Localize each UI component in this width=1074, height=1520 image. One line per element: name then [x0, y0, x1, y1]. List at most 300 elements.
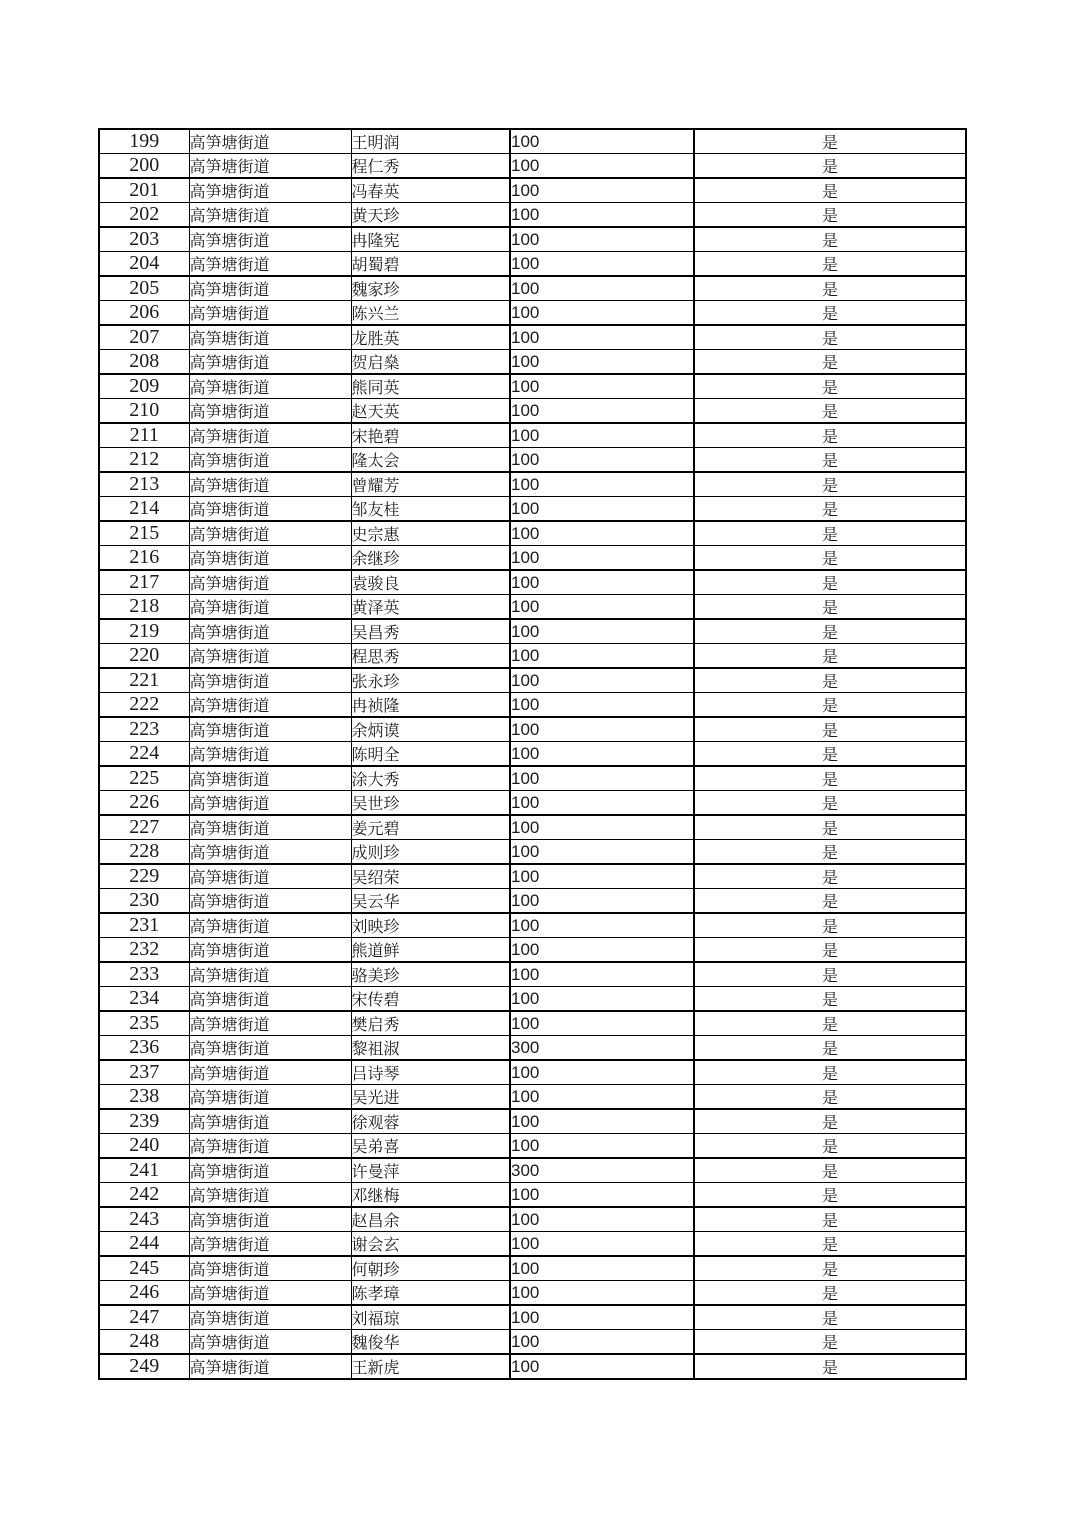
table-row	[99, 1354, 966, 1379]
cell-amount: 100	[510, 448, 694, 473]
cell-name: 陈明全	[351, 742, 510, 767]
cell-district: 高笋塘街道	[189, 1158, 351, 1183]
cell-district: 高笋塘街道	[189, 546, 351, 571]
table-row	[99, 399, 966, 424]
cell-flag: 是	[694, 374, 966, 399]
table-row	[99, 938, 966, 963]
cell-name: 张永珍	[351, 668, 510, 693]
cell-amount: 100	[510, 889, 694, 914]
cell-amount: 100	[510, 668, 694, 693]
cell-flag: 是	[694, 595, 966, 620]
cell-district: 高笋塘街道	[189, 1305, 351, 1330]
cell-amount: 100	[510, 987, 694, 1012]
records-table	[98, 128, 967, 1380]
cell-row-number: 223	[99, 717, 189, 742]
cell-amount: 100	[510, 815, 694, 840]
cell-name: 龙胜英	[351, 325, 510, 350]
cell-district: 高笋塘街道	[189, 644, 351, 669]
cell-flag: 是	[694, 913, 966, 938]
table-row	[99, 252, 966, 277]
cell-name: 胡蜀碧	[351, 252, 510, 277]
cell-row-number: 203	[99, 227, 189, 252]
cell-flag: 是	[694, 521, 966, 546]
cell-amount: 100	[510, 154, 694, 179]
cell-name: 冉祯隆	[351, 693, 510, 718]
cell-row-number: 213	[99, 472, 189, 497]
cell-name: 刘福琼	[351, 1305, 510, 1330]
cell-row-number: 246	[99, 1281, 189, 1306]
table-row	[99, 129, 966, 154]
cell-district: 高笋塘街道	[189, 374, 351, 399]
cell-name: 陈孝璋	[351, 1281, 510, 1306]
table-row	[99, 913, 966, 938]
cell-district: 高笋塘街道	[189, 227, 351, 252]
cell-name: 魏家珍	[351, 276, 510, 301]
cell-amount: 100	[510, 962, 694, 987]
cell-name: 黄天珍	[351, 203, 510, 228]
cell-row-number: 200	[99, 154, 189, 179]
cell-amount: 100	[510, 325, 694, 350]
cell-amount: 100	[510, 1256, 694, 1281]
cell-name: 陈兴兰	[351, 301, 510, 326]
cell-flag: 是	[694, 717, 966, 742]
cell-amount: 100	[510, 1207, 694, 1232]
table-row	[99, 840, 966, 865]
cell-district: 高笋塘街道	[189, 987, 351, 1012]
cell-district: 高笋塘街道	[189, 1281, 351, 1306]
table-row	[99, 693, 966, 718]
table-row	[99, 987, 966, 1012]
cell-amount: 100	[510, 276, 694, 301]
cell-district: 高笋塘街道	[189, 717, 351, 742]
cell-amount: 100	[510, 1085, 694, 1110]
cell-flag: 是	[694, 448, 966, 473]
cell-name: 姜元碧	[351, 815, 510, 840]
table-row	[99, 570, 966, 595]
cell-name: 刘映珍	[351, 913, 510, 938]
cell-flag: 是	[694, 252, 966, 277]
cell-flag: 是	[694, 325, 966, 350]
cell-district: 高笋塘街道	[189, 938, 351, 963]
cell-district: 高笋塘街道	[189, 766, 351, 791]
cell-row-number: 224	[99, 742, 189, 767]
table-row	[99, 546, 966, 571]
cell-flag: 是	[694, 1158, 966, 1183]
cell-district: 高笋塘街道	[189, 154, 351, 179]
cell-flag: 是	[694, 962, 966, 987]
table-row	[99, 1305, 966, 1330]
cell-district: 高笋塘街道	[189, 1011, 351, 1036]
cell-flag: 是	[694, 1330, 966, 1355]
cell-flag: 是	[694, 840, 966, 865]
table-row	[99, 203, 966, 228]
table-row	[99, 1085, 966, 1110]
cell-flag: 是	[694, 399, 966, 424]
cell-amount: 100	[510, 938, 694, 963]
table-row	[99, 717, 966, 742]
cell-district: 高笋塘街道	[189, 1134, 351, 1159]
cell-row-number: 227	[99, 815, 189, 840]
cell-name: 史宗惠	[351, 521, 510, 546]
cell-amount: 100	[510, 913, 694, 938]
table-row	[99, 1134, 966, 1159]
cell-flag: 是	[694, 938, 966, 963]
cell-district: 高笋塘街道	[189, 178, 351, 203]
table-row	[99, 227, 966, 252]
cell-district: 高笋塘街道	[189, 889, 351, 914]
cell-flag: 是	[694, 472, 966, 497]
cell-row-number: 211	[99, 423, 189, 448]
cell-amount: 100	[510, 1183, 694, 1208]
cell-district: 高笋塘街道	[189, 1109, 351, 1134]
cell-amount: 100	[510, 1330, 694, 1355]
cell-row-number: 208	[99, 350, 189, 375]
cell-amount: 100	[510, 693, 694, 718]
cell-row-number: 219	[99, 619, 189, 644]
cell-amount: 100	[510, 766, 694, 791]
cell-amount: 100	[510, 1060, 694, 1085]
cell-district: 高笋塘街道	[189, 448, 351, 473]
cell-amount: 100	[510, 203, 694, 228]
cell-amount: 100	[510, 717, 694, 742]
cell-flag: 是	[694, 1085, 966, 1110]
cell-amount: 100	[510, 399, 694, 424]
cell-name: 赵天英	[351, 399, 510, 424]
table-row	[99, 1232, 966, 1257]
cell-flag: 是	[694, 1232, 966, 1257]
cell-name: 袁骏良	[351, 570, 510, 595]
table-row	[99, 472, 966, 497]
cell-flag: 是	[694, 350, 966, 375]
cell-row-number: 231	[99, 913, 189, 938]
table-row	[99, 644, 966, 669]
cell-flag: 是	[694, 987, 966, 1012]
table-row	[99, 276, 966, 301]
cell-name: 许曼萍	[351, 1158, 510, 1183]
cell-name: 吴光进	[351, 1085, 510, 1110]
table-row	[99, 668, 966, 693]
cell-name: 黎祖淑	[351, 1036, 510, 1061]
cell-district: 高笋塘街道	[189, 1085, 351, 1110]
cell-district: 高笋塘街道	[189, 350, 351, 375]
cell-amount: 300	[510, 1036, 694, 1061]
cell-name: 赵昌余	[351, 1207, 510, 1232]
cell-row-number: 249	[99, 1354, 189, 1379]
cell-row-number: 225	[99, 766, 189, 791]
table-row	[99, 374, 966, 399]
cell-district: 高笋塘街道	[189, 864, 351, 889]
cell-district: 高笋塘街道	[189, 472, 351, 497]
cell-row-number: 247	[99, 1305, 189, 1330]
cell-district: 高笋塘街道	[189, 913, 351, 938]
cell-name: 余炳谟	[351, 717, 510, 742]
cell-flag: 是	[694, 1109, 966, 1134]
cell-row-number: 248	[99, 1330, 189, 1355]
cell-row-number: 202	[99, 203, 189, 228]
cell-name: 邹友桂	[351, 497, 510, 522]
table-row	[99, 962, 966, 987]
cell-district: 高笋塘街道	[189, 1207, 351, 1232]
cell-name: 樊启秀	[351, 1011, 510, 1036]
cell-name: 余继珍	[351, 546, 510, 571]
cell-name: 贺启燊	[351, 350, 510, 375]
cell-amount: 100	[510, 840, 694, 865]
cell-row-number: 244	[99, 1232, 189, 1257]
cell-district: 高笋塘街道	[189, 570, 351, 595]
cell-name: 吴世珍	[351, 791, 510, 816]
cell-row-number: 210	[99, 399, 189, 424]
cell-flag: 是	[694, 644, 966, 669]
cell-district: 高笋塘街道	[189, 301, 351, 326]
cell-district: 高笋塘街道	[189, 129, 351, 154]
table-row	[99, 521, 966, 546]
cell-amount: 100	[510, 546, 694, 571]
cell-amount: 100	[510, 1305, 694, 1330]
cell-name: 曾耀芳	[351, 472, 510, 497]
cell-row-number: 212	[99, 448, 189, 473]
cell-name: 吴云华	[351, 889, 510, 914]
cell-row-number: 216	[99, 546, 189, 571]
cell-flag: 是	[694, 1281, 966, 1306]
cell-row-number: 233	[99, 962, 189, 987]
cell-amount: 100	[510, 178, 694, 203]
cell-flag: 是	[694, 129, 966, 154]
cell-name: 成则珍	[351, 840, 510, 865]
cell-flag: 是	[694, 1305, 966, 1330]
cell-flag: 是	[694, 497, 966, 522]
cell-district: 高笋塘街道	[189, 1036, 351, 1061]
cell-row-number: 236	[99, 1036, 189, 1061]
cell-district: 高笋塘街道	[189, 203, 351, 228]
cell-district: 高笋塘街道	[189, 423, 351, 448]
cell-district: 高笋塘街道	[189, 693, 351, 718]
cell-name: 隆太会	[351, 448, 510, 473]
cell-amount: 100	[510, 374, 694, 399]
cell-amount: 100	[510, 1134, 694, 1159]
cell-name: 吴弟喜	[351, 1134, 510, 1159]
cell-name: 程思秀	[351, 644, 510, 669]
table-row	[99, 595, 966, 620]
cell-amount: 100	[510, 1011, 694, 1036]
cell-amount: 100	[510, 619, 694, 644]
table-row	[99, 301, 966, 326]
cell-name: 黄泽英	[351, 595, 510, 620]
table-row	[99, 1060, 966, 1085]
cell-name: 吴绍荣	[351, 864, 510, 889]
cell-amount: 100	[510, 644, 694, 669]
cell-district: 高笋塘街道	[189, 252, 351, 277]
cell-district: 高笋塘街道	[189, 742, 351, 767]
table-row	[99, 742, 966, 767]
cell-row-number: 222	[99, 693, 189, 718]
cell-row-number: 245	[99, 1256, 189, 1281]
cell-district: 高笋塘街道	[189, 595, 351, 620]
cell-name: 熊同英	[351, 374, 510, 399]
table-row	[99, 1281, 966, 1306]
cell-row-number: 229	[99, 864, 189, 889]
cell-name: 谢会玄	[351, 1232, 510, 1257]
cell-name: 冯春英	[351, 178, 510, 203]
cell-district: 高笋塘街道	[189, 325, 351, 350]
cell-district: 高笋塘街道	[189, 1232, 351, 1257]
table-row	[99, 1011, 966, 1036]
cell-row-number: 204	[99, 252, 189, 277]
cell-amount: 100	[510, 129, 694, 154]
cell-flag: 是	[694, 301, 966, 326]
table-row	[99, 766, 966, 791]
cell-amount: 100	[510, 595, 694, 620]
cell-amount: 300	[510, 1158, 694, 1183]
cell-name: 冉隆宪	[351, 227, 510, 252]
cell-amount: 100	[510, 497, 694, 522]
table-row	[99, 815, 966, 840]
cell-name: 涂大秀	[351, 766, 510, 791]
table-row	[99, 1109, 966, 1134]
cell-row-number: 228	[99, 840, 189, 865]
cell-row-number: 218	[99, 595, 189, 620]
cell-flag: 是	[694, 1183, 966, 1208]
cell-name: 骆美珍	[351, 962, 510, 987]
cell-name: 王新虎	[351, 1354, 510, 1379]
cell-name: 宋传碧	[351, 987, 510, 1012]
cell-amount: 100	[510, 1109, 694, 1134]
cell-district: 高笋塘街道	[189, 815, 351, 840]
cell-district: 高笋塘街道	[189, 521, 351, 546]
cell-name: 魏俊华	[351, 1330, 510, 1355]
cell-name: 程仁秀	[351, 154, 510, 179]
cell-flag: 是	[694, 619, 966, 644]
cell-flag: 是	[694, 1060, 966, 1085]
cell-amount: 100	[510, 252, 694, 277]
cell-flag: 是	[694, 693, 966, 718]
table-row	[99, 178, 966, 203]
cell-name: 熊道鲜	[351, 938, 510, 963]
cell-amount: 100	[510, 864, 694, 889]
cell-row-number: 205	[99, 276, 189, 301]
cell-district: 高笋塘街道	[189, 497, 351, 522]
cell-amount: 100	[510, 791, 694, 816]
cell-row-number: 217	[99, 570, 189, 595]
cell-flag: 是	[694, 1011, 966, 1036]
cell-row-number: 221	[99, 668, 189, 693]
cell-flag: 是	[694, 668, 966, 693]
cell-row-number: 226	[99, 791, 189, 816]
cell-row-number: 232	[99, 938, 189, 963]
cell-row-number: 237	[99, 1060, 189, 1085]
cell-name: 吴昌秀	[351, 619, 510, 644]
cell-amount: 100	[510, 472, 694, 497]
cell-row-number: 235	[99, 1011, 189, 1036]
cell-flag: 是	[694, 570, 966, 595]
table-row	[99, 497, 966, 522]
cell-amount: 100	[510, 1281, 694, 1306]
cell-flag: 是	[694, 1036, 966, 1061]
table-row	[99, 864, 966, 889]
cell-flag: 是	[694, 178, 966, 203]
table-row	[99, 448, 966, 473]
cell-district: 高笋塘街道	[189, 619, 351, 644]
cell-flag: 是	[694, 742, 966, 767]
cell-row-number: 242	[99, 1183, 189, 1208]
cell-row-number: 214	[99, 497, 189, 522]
cell-flag: 是	[694, 227, 966, 252]
cell-flag: 是	[694, 154, 966, 179]
cell-amount: 100	[510, 521, 694, 546]
cell-amount: 100	[510, 227, 694, 252]
cell-row-number: 234	[99, 987, 189, 1012]
table-row	[99, 1330, 966, 1355]
cell-amount: 100	[510, 1354, 694, 1379]
cell-district: 高笋塘街道	[189, 840, 351, 865]
cell-flag: 是	[694, 1256, 966, 1281]
cell-name: 徐观蓉	[351, 1109, 510, 1134]
cell-district: 高笋塘街道	[189, 1183, 351, 1208]
cell-district: 高笋塘街道	[189, 962, 351, 987]
cell-row-number: 201	[99, 178, 189, 203]
cell-flag: 是	[694, 864, 966, 889]
cell-district: 高笋塘街道	[189, 1330, 351, 1355]
cell-row-number: 238	[99, 1085, 189, 1110]
cell-row-number: 199	[99, 129, 189, 154]
table-row	[99, 325, 966, 350]
cell-row-number: 206	[99, 301, 189, 326]
cell-row-number: 220	[99, 644, 189, 669]
table-row	[99, 1036, 966, 1061]
cell-district: 高笋塘街道	[189, 1256, 351, 1281]
cell-row-number: 243	[99, 1207, 189, 1232]
table-row	[99, 791, 966, 816]
cell-row-number: 207	[99, 325, 189, 350]
cell-district: 高笋塘街道	[189, 276, 351, 301]
table-row	[99, 350, 966, 375]
cell-row-number: 209	[99, 374, 189, 399]
cell-row-number: 230	[99, 889, 189, 914]
table-row	[99, 889, 966, 914]
cell-flag: 是	[694, 815, 966, 840]
table-row	[99, 1183, 966, 1208]
cell-flag: 是	[694, 766, 966, 791]
cell-amount: 100	[510, 742, 694, 767]
cell-row-number: 215	[99, 521, 189, 546]
cell-amount: 100	[510, 1232, 694, 1257]
cell-amount: 100	[510, 350, 694, 375]
table-row	[99, 154, 966, 179]
cell-name: 邓继梅	[351, 1183, 510, 1208]
cell-district: 高笋塘街道	[189, 1354, 351, 1379]
cell-flag: 是	[694, 889, 966, 914]
cell-amount: 100	[510, 301, 694, 326]
table-row	[99, 619, 966, 644]
table-row	[99, 1256, 966, 1281]
cell-name: 吕诗琴	[351, 1060, 510, 1085]
cell-district: 高笋塘街道	[189, 1060, 351, 1085]
cell-name: 何朝珍	[351, 1256, 510, 1281]
cell-name: 宋艳碧	[351, 423, 510, 448]
cell-row-number: 241	[99, 1158, 189, 1183]
table-row	[99, 1207, 966, 1232]
cell-flag: 是	[694, 276, 966, 301]
cell-district: 高笋塘街道	[189, 668, 351, 693]
cell-row-number: 240	[99, 1134, 189, 1159]
cell-amount: 100	[510, 570, 694, 595]
cell-flag: 是	[694, 203, 966, 228]
cell-flag: 是	[694, 1134, 966, 1159]
table-body	[99, 129, 966, 1379]
cell-flag: 是	[694, 791, 966, 816]
cell-amount: 100	[510, 423, 694, 448]
table-row	[99, 1158, 966, 1183]
cell-flag: 是	[694, 1207, 966, 1232]
